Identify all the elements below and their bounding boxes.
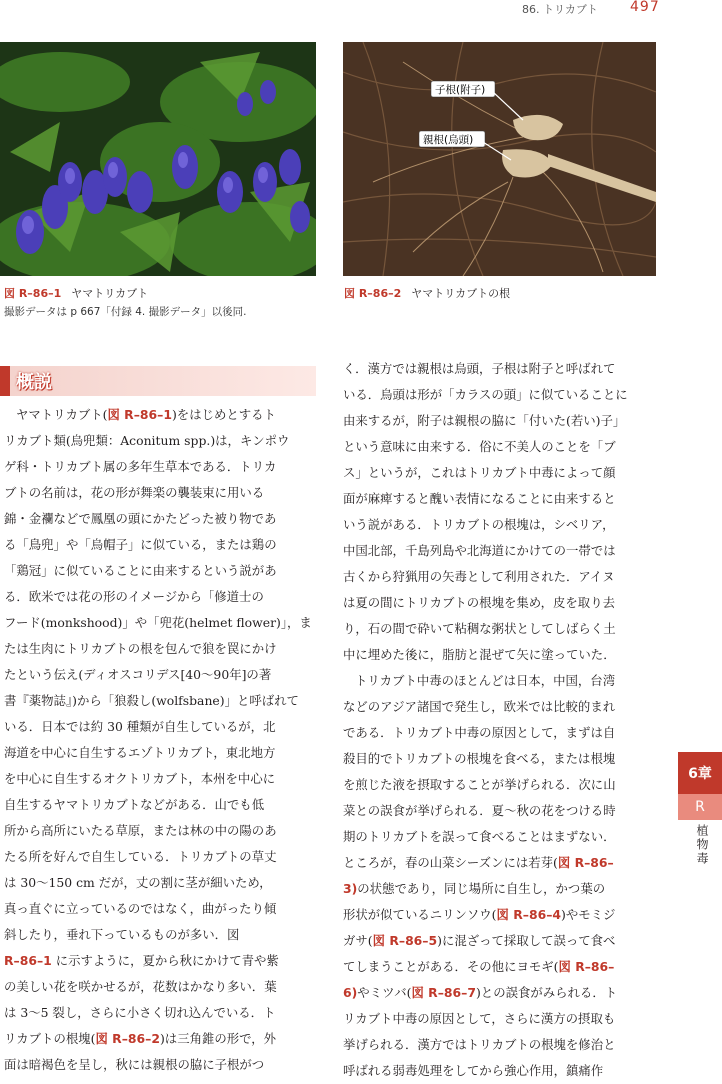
body-column-right: [343, 356, 656, 1084]
figure-reference: 図 R–86–4: [496, 907, 562, 922]
text-line: 菜との誤食が挙げられる．夏〜秋の花をつける時: [343, 803, 616, 818]
text-line: 「鶏冠」に似ていることに由来するという説があ: [4, 563, 277, 578]
figure-caption-2: [344, 285, 510, 301]
figure-reference: 3): [343, 881, 358, 896]
text-line: は 3〜5 裂し，さらに小さく切れ込んでいる．ト: [4, 1005, 276, 1020]
text-line: 挙げられる．漢方ではトリカブトの根塊を修治と: [343, 1037, 616, 1052]
text-line: 6)やミツバ(図 R–86–7)との誤食がみられる．ト: [343, 985, 618, 1000]
text-line: ブトの名前は，花の形が舞楽の襲装束に用いる: [4, 485, 265, 500]
flower-illustration: [0, 42, 316, 276]
figure-reference: 図 R–86–2: [95, 1031, 160, 1046]
text-line: 呼ばれる弱毒処理をしてから強心作用，鎮痛作: [343, 1063, 604, 1078]
text-line: は夏の間にトリカブトの根塊を集め，皮を取り去: [343, 595, 615, 610]
text-line: いう説がある．トリカブトの根塊は，シベリア，: [343, 517, 615, 532]
chapter-name: 植物毒: [695, 824, 709, 866]
text-line: たは生肉にトリカブトの根を包んで狼を罠にかけ: [4, 641, 277, 656]
text-line: ヤマトリカブト(図 R–86–1)をはじめとするト: [16, 407, 276, 422]
text-line: 海道を中心に自生するエゾトリカブト，東北地方: [4, 745, 276, 760]
root-label-parent: 親根(烏頭): [423, 134, 474, 146]
text-line: を煎じた液を摂取することが挙げられる．次に山: [343, 777, 616, 792]
text-line: 真っ直ぐに立っているのではなく，曲がったり傾: [4, 901, 277, 916]
text-line: たという伝え(ディオスコリデス[40〜90年]の著: [4, 667, 272, 682]
text-line: いる．日本では約 30 種類が自生しているが，北: [4, 719, 276, 734]
text-line: フード(monkshood)」や「兜花(helmet flower)」，ま: [4, 615, 312, 630]
section-heading: [0, 366, 316, 396]
text-line: である．トリカブト中毒の原因として，まずは自: [343, 725, 616, 740]
text-line: 殺目的でトリカブトの根塊を食べる，または根塊: [343, 751, 616, 766]
running-chapter-title: 86. トリカブト: [522, 3, 598, 16]
text-line: 自生するヤマトリカブトなどがある．山でも低: [4, 797, 265, 812]
body-column-left: [4, 402, 316, 1078]
chapter-letter: R: [678, 794, 722, 820]
text-line: く．漢方では親根は烏頭，子根は附子と呼ばれて: [343, 361, 616, 376]
root-illustration: [343, 42, 656, 276]
page-number: 497: [630, 0, 660, 15]
text-line: り，石の間で砕いて粘稠な粥状としてしばらく土: [343, 621, 616, 636]
text-line: 斜したり，垂れ下っているものが多い．図: [4, 927, 240, 942]
aconitum-flower-photo: [0, 42, 316, 276]
text-line: ス」というが，これはトリカブト中毒によって顔: [343, 465, 616, 480]
text-line: リカブト類(烏兜類：Aconitum spp.)は，キンポウ: [4, 433, 290, 448]
figure-number: 図 R–86–2: [344, 287, 402, 300]
text-line: てしまうことがある．その他にヨモギ(図 R–86–: [343, 959, 615, 974]
chapter-tab: [678, 752, 722, 866]
text-line: 錦・金襴などで鳳凰の頭にかたどった被り物であ: [4, 511, 277, 526]
text-line: の美しい花を咲かせるが，花数はかなり多い．葉: [4, 979, 277, 994]
text-line: を中心に自生するオクトリカブト，本州を中心に: [4, 771, 276, 786]
figure-reference: 図 R–86–: [558, 959, 615, 974]
text-line: ところが，春の山菜シーズンには若芽(図 R–86–: [343, 855, 614, 870]
figure-reference: R–86–1: [4, 953, 52, 968]
text-line: 中に埋めた後に，脂肪と混ぜて矢に塗っていた．: [343, 647, 616, 662]
text-line: 古くから狩猟用の矢毒として利用された．アイヌ: [343, 569, 615, 584]
figure-number: 図 R–86–1: [4, 287, 62, 300]
text-line: 面が麻痺すると醜い表情になることに由来すると: [343, 491, 616, 506]
text-line: ゲ科・トリカブト属の多年生草本である．トリカ: [4, 459, 277, 474]
text-line: 3)の状態であり，同じ場所に自生し，かつ葉の: [343, 881, 606, 896]
text-line: 書『薬物誌』)から「狼殺し(wolfsbane)」と呼ばれて: [4, 693, 299, 708]
text-line: 形状が似ているニリンソウ(図 R–86–4)やモミジ: [343, 907, 616, 922]
running-header: [0, 0, 722, 18]
text-line: リカブト中毒の原因として，さらに漢方の摂取も: [343, 1011, 616, 1026]
text-line: 由来するが，附子は親根の脇に「付いた(若い)子」: [343, 413, 626, 428]
text-line: 期のトリカブトを誤って食べることはまずない．: [343, 829, 616, 844]
figure-note: 撮影データは p 667「付録 4. 撮影データ」以後同.: [4, 306, 247, 318]
figure-caption-text: ヤマトリカブト: [71, 287, 149, 300]
figure-reference: 図 R–86–7: [411, 985, 476, 1000]
text-line: R–86–1 に示すように，夏から秋にかけて青や紫: [4, 953, 279, 968]
text-line: ガサ(図 R–86–5)に混ざって採取して誤って食べ: [343, 933, 616, 948]
figure-reference: 6): [343, 985, 358, 1000]
text-line: 所から高所にいたる草原，または林の中の陽のあ: [4, 823, 277, 838]
figure-reference: 図 R–86–5: [372, 933, 438, 948]
text-line: たる所を好んで自生している．トリカブトの草丈: [4, 849, 277, 864]
figure-caption-text: ヤマトリカブトの根: [411, 287, 511, 300]
text-line: る．欧米では花の形のイメージから「修道士の: [4, 589, 264, 604]
aconitum-root-photo: [343, 42, 656, 276]
text-line: は 30〜150 cm だが，丈の割に茎が細いため，: [4, 875, 272, 890]
text-line: という意味に由来する．俗に不美人のことを「ブ: [343, 439, 616, 454]
figure-reference: 図 R–86–: [557, 855, 614, 870]
section-title: 概説: [16, 372, 52, 393]
text-line: などのアジア諸国で発生し，欧米では比較的まれ: [343, 699, 616, 714]
text-line: る「鳥兜」や「烏帽子」に似ている，または鶏の: [4, 537, 277, 552]
chapter-number: 6章: [678, 752, 722, 794]
root-label-child: 子根(附子): [435, 84, 486, 96]
figure-caption-1: [4, 285, 148, 301]
text-line: トリカブト中毒のほとんどは日本，中国，台湾: [355, 673, 616, 688]
figure-reference: 図 R–86–1: [107, 407, 172, 422]
text-line: リカブトの根塊(図 R–86–2)は三角錐の形で，外: [4, 1031, 277, 1046]
text-line: 面は暗褐色を呈し，秋には親根の脇に子根がつ: [4, 1057, 265, 1072]
text-line: いる．烏頭は形が「カラスの頭」に似ていることに: [343, 387, 628, 402]
text-line: 中国北部，千島列島や北海道にかけての一帯では: [343, 543, 616, 558]
